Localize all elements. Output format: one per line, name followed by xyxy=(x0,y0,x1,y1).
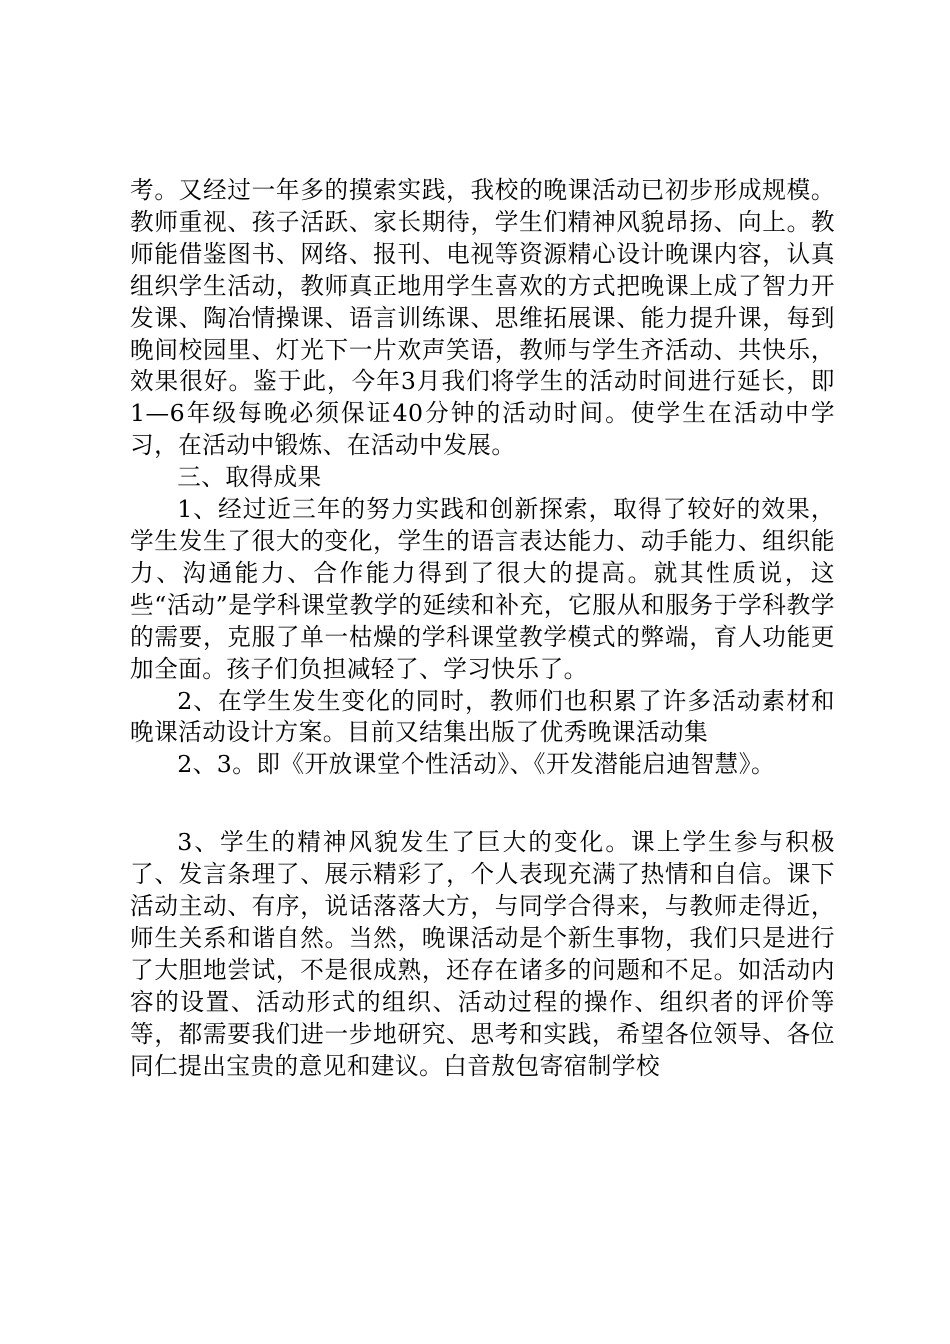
section-heading: 三、取得成果 xyxy=(177,463,322,492)
paragraph-result-2-continued: 2、3。即《开放课堂个性活动》、《开发潜能启迪智慧》。 xyxy=(177,750,776,779)
paragraph-result-3: 3、学生的精神风貌发生了巨大的变化。课上学生参与积极了、发言条理了、展示精彩了，个人表现充满了热情和自信。课下活动主动、有序，说话落落大方，与同学合得来，与教师走得近，师生关系和谐自然。当然，晚课活动是个新生事物，我们只是进行了大胆地尝试，不是很成熟，还存在诸多的问题和不足。如活动内容的设置、活动形式的组织、活动过程的操作、组织者的评价等等，都需要我们进一步地研究、思考和实践，希望各位领导、各位同仁提出宝贵的意见和建议。白音敖包寄宿制学校 xyxy=(130,828,835,1080)
paragraph-gap xyxy=(130,781,835,827)
paragraph-intro: 考。又经过一年多的摸索实践，我校的晚课活动已初步形成规模。教师重视、孩子活跃、家长期待，学生们精神风貌昂扬、向上。教师能借鉴图书、网络、报刊、电视等资源精心设计晚课内容，认真组织学生活动，教师真正地用学生喜欢的方式把晚课上成了智力开发课、陶冶情操课、语言训练课、思维拓展课、能力提升课，每到晚间校园里、灯光下一片欢声笑语，教师与学生齐活动、共快乐，效果很好。鉴于此，今年3月我们将学生的活动时间进行延长，即1—6年级每晚必须保证40分钟的活动时间。使学生在活动中学习，在活动中锻炼、在活动中发展。 xyxy=(130,176,835,460)
document-body xyxy=(130,175,835,1082)
paragraph-result-1: 1、经过近三年的努力实践和创新探索，取得了较好的效果，学生发生了很大的变化，学生的语言表达能力、动手能力、组织能力、沟通能力、合作能力得到了很大的提高。就其性质说，这些“活动”是学科课堂教学的延续和补充，它服从和服务于学科教学的需要，克服了单一枯燥的学科课堂教学模式的弊端，育人功能更加全面。孩子们负担减轻了、学习快乐了。 xyxy=(130,495,835,683)
paragraph-result-2: 2、在学生发生变化的同时，教师们也积累了许多活动素材和晚课活动设计方案。目前又结集出版了优秀晚课活动集 xyxy=(130,686,835,747)
